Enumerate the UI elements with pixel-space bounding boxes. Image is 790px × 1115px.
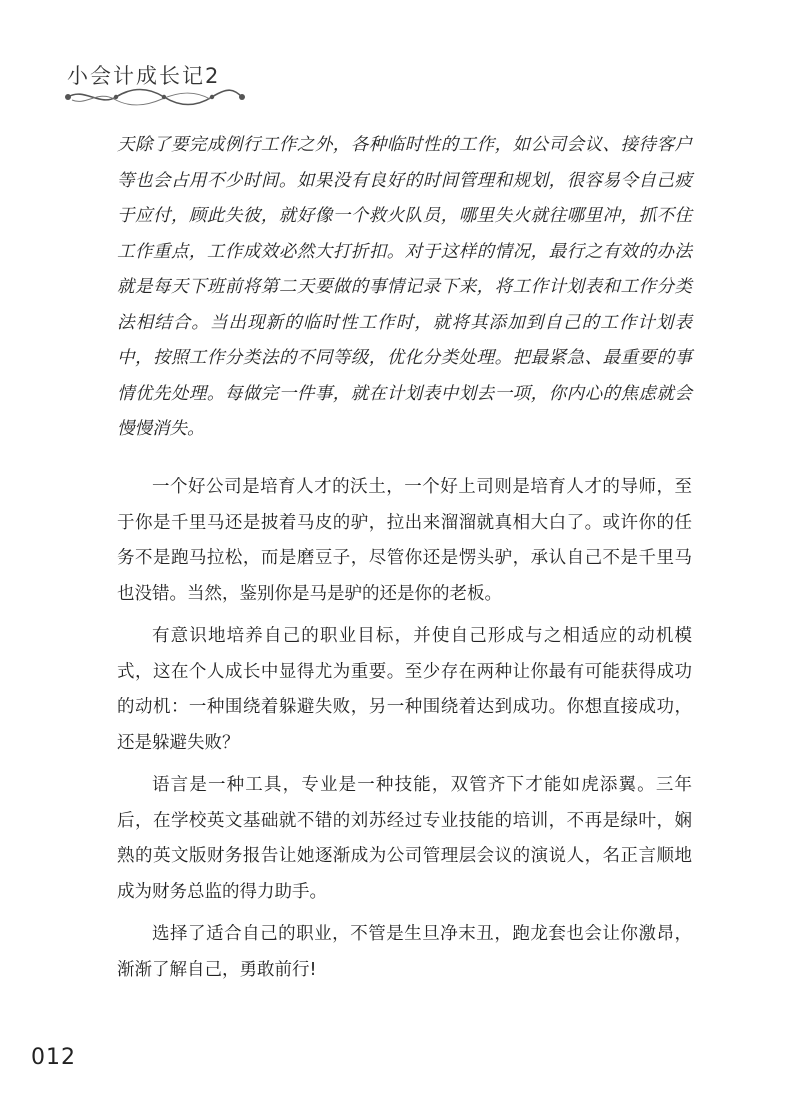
paragraph-1: 一个好公司是培育人才的沃土，一个好上司则是培育人才的导师，至于你是千里马还是披着马皮的驴，拉出来溜溜就真相大白了。或许你的任务不是跑马拉松，而是磨豆子，尽管你还是愣头驴，承认自己不是千里马也没错。当然，鉴别你是马是驴的还是你的老板。 [117, 477, 692, 604]
header-ornament [62, 86, 247, 108]
paragraph-2: 有意识地培养自己的职业目标，并使自己形成与之相适应的动机模式，这在个人成长中显得尤为重要。至少存在两种让你最有可能获得成功的动机：一种围绕着躲避失败，另一种围绕着达到成功。你想直接成功，还是躲避失败？ [117, 626, 692, 753]
body-text [117, 470, 692, 995]
page-number: 012 [31, 1045, 76, 1070]
paragraph-4: 选择了适合自己的职业，不管是生旦净末丑，跑龙套也会让你激昂，渐渐了解自己，勇敢前行! [117, 924, 692, 980]
running-header-title: 小会计成长记2 [67, 64, 221, 88]
italic-paragraph: 天除了要完成例行工作之外，各种临时性的工作，如公司会议、接待客户等也会占用不少时间。如果没有良好的时间管理和规划，很容易令自己疲于应付，顾此失彼，就好像一个救火队员，哪里失火就往哪里冲，抓不住工作重点，工作成效必然大打折扣。对于这样的情况，最行之有效的办法就是每天下班前将第二天要做的事情记录下来，将工作计划表和工作分类法相结合。当出现新的临时性工作时，就将其添加到自己的工作计划表中，按照工作分类法的不同等级，优化分类处理。把最紧急、最重要的事情优先处理。每做完一件事，就在计划表中划去一项，你内心的焦虑就会慢慢消失。 [117, 135, 692, 439]
paragraph-3: 语言是一种工具，专业是一种技能，双管齐下才能如虎添翼。三年后，在学校英文基础就不错的刘苏经过专业技能的培训，不再是绿叶，娴熟的英文版财务报告让她逐渐成为公司管理层会议的演说人，名正言顺地成为财务总监的得力助手。 [117, 775, 692, 902]
